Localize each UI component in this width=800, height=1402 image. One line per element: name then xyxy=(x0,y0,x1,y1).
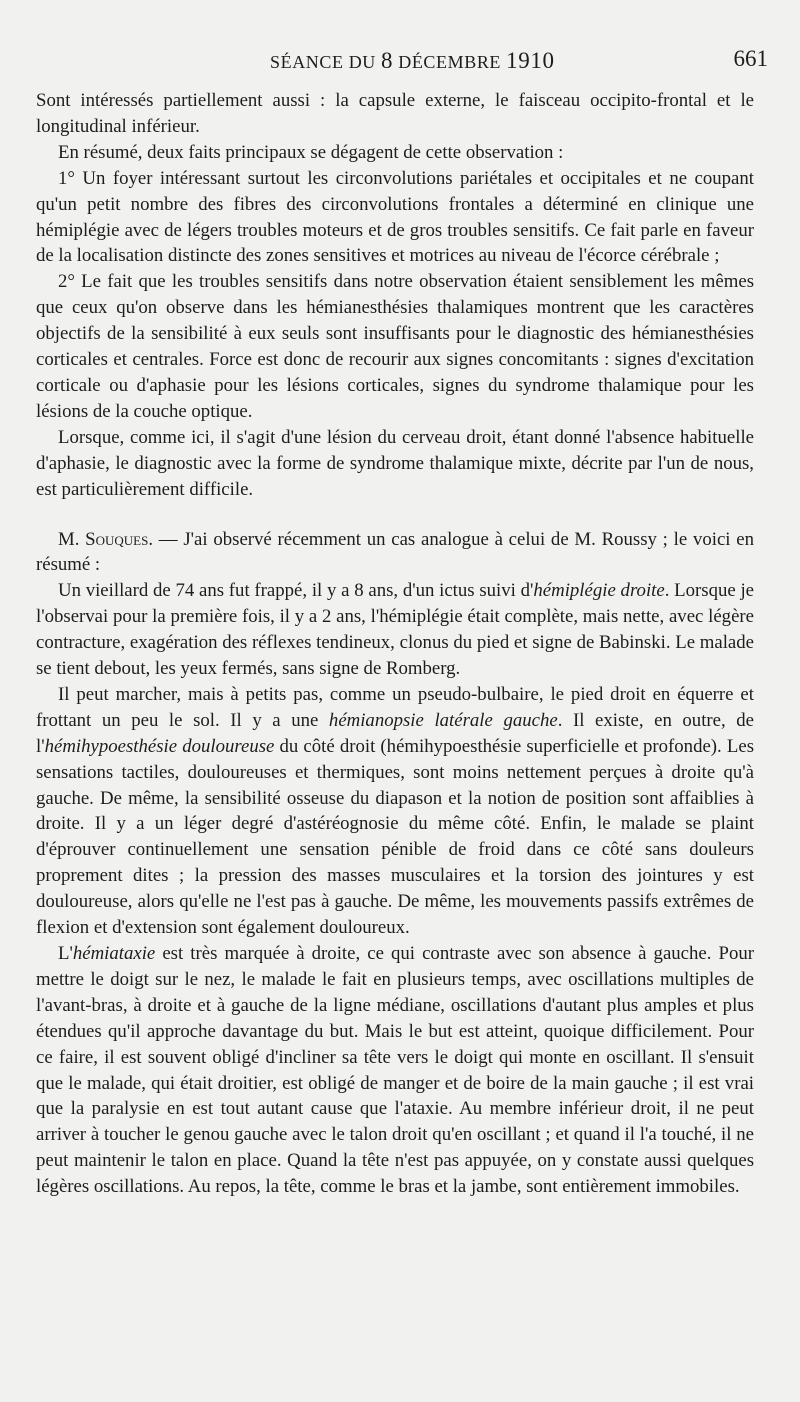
paragraph-6 xyxy=(36,527,754,579)
paragraph-9 xyxy=(36,941,754,1200)
paragraph-4: 2° Le fait que les troubles sensitifs dans notre observation étaient sensiblement les mêmes que ceux qu'on observe dans les hémianesthésies thalamiques montrent que les caractères objectifs de la sensibilité à eux seuls sont insuffisants pour le diagnostic des hémianesthésies corticales et centrales. Force est donc de recourir aux signes concomitants : signes d'excitation corticale ou d'aphasie pour les lésions corticales, signes du syndrome thalamique pour les lésions de la couche optique. xyxy=(36,271,754,422)
running-head-prefix: SÉANCE DU xyxy=(270,52,382,72)
paragraph-7-text-a: Un vieillard de 74 ans fut frappé, il y a 8 ans, d'un ictus suivi d' xyxy=(58,580,534,602)
paragraph-7 xyxy=(36,578,754,682)
speaker-name: Souques xyxy=(85,528,149,550)
body-text xyxy=(36,88,754,1200)
paragraph-3: 1° Un foyer intéressant surtout les circonvolutions pariétales et occipitales et ne coupant qu'un petit nombre des fibres des circonvolutions frontales a déterminé en clinique une hémiplégie avec de légers troubles moteurs et de gros troubles sensitifs. Ce fait parle en faveur de la localisation distincte des zones sensitives et motrices au niveau de l'écorce cérébrale ; xyxy=(36,167,754,267)
paragraph-8-text-b: . Il existe, en outre, de l' xyxy=(36,709,755,757)
running-head-month: DÉCEMBRE xyxy=(393,52,507,72)
paragraph-5: Lorsque, comme ici, il s'agit d'une lésion du cerveau droit, étant donné l'absence habituelle d'aphasie, le diagnostic avec la forme de syndrome thalamique mixte, décrite par l'un de nous, est particulièrement difficile. xyxy=(36,426,754,500)
paragraph-8 xyxy=(36,682,754,941)
speaker-prefix: M. xyxy=(58,528,86,550)
paragraph-7-text-b: . Lorsque je l'observai pour la première fois, il y a 2 ans, l'hémiplégie était complète, mais nette, avec légère contracture, exagération des réflexes tendineux, clonus du pied et signe de Babinski. Le malade se tient debout, les yeux fermés, sans signe de Romberg. xyxy=(36,580,755,680)
paragraph-1: Sont intéressés partiellement aussi : la capsule externe, le faisceau occipito-frontal et le longitudinal inférieur. xyxy=(36,90,754,137)
emphasis-hemihypoesthesie: hémihypoesthésie douloureuse xyxy=(44,735,275,757)
page-number: 661 xyxy=(733,46,768,71)
paragraph-2: En résumé, deux faits principaux se dégagent de cette observation : xyxy=(58,141,564,163)
paragraph-6-text: . — J'ai observé récemment un cas analogue à celui de M. Roussy ; le voici en résumé : xyxy=(36,528,755,576)
page-header xyxy=(30,44,768,78)
running-head-day: 8 xyxy=(381,48,394,73)
paragraph-9-text: est très marquée à droite, ce qui contraste avec son absence à gauche. Pour mettre le doigt sur le nez, le malade le fait en plusieurs temps, avec oscillations multiples de l'avant-bras, à droite et à gauche de la ligne médiane, oscillations d'autant plus amples et plus étendues qu'il approche davantage du but. Mais le but est atteint, quoique difficilement. Pour ce faire, il est souvent obligé d'incliner sa tête vers le doigt qui monte en oscillant. Il s'ensuit que le malade, qui était droitier, est obligé de manger et de boire de la main gauche ; il est vrai que la paralysie en est tout autant cause que l'ataxie. Au membre inférieur droit, il ne peut arriver à toucher le genou gauche avec le talon droit qu'en oscillant ; et quand il l'a touché, il ne peut maintenir le talon en place. Quand la tête n'est pas appuyée, on y constate aussi quelques légères oscillations. Au repos, la tête, comme le bras et la jambe, sont entièrement immobiles. xyxy=(36,943,754,1198)
emphasis-hemiplegie-droite: hémiplégie droite xyxy=(533,580,665,602)
running-head-year: 1910 xyxy=(506,48,555,73)
paragraph-8-text-a: Il peut marcher, mais à petits pas, comme un pseudo-bulbaire, le pied droit en équerre et frottant un peu le sol. Il y a une xyxy=(36,683,754,731)
emphasis-hemianopsie: hémianopsie latérale gauche xyxy=(328,709,558,731)
paragraph-9-prefix: L' xyxy=(58,943,73,964)
running-head xyxy=(270,48,555,74)
paragraph-8-text-c: du côté droit (hémihypoesthésie superficielle et profonde). Les sensations tactiles, douloureuses et thermiques, sont moins nettement perçues à droite qu'à gauche. De même, la sensibilité osseuse du diapason et la notion de position sont affaiblies à droite. Il y a un léger degré d'astéréognosie du même côté. Enfin, le malade se plaint d'éprouver continuellement une sensation pénible de froid dans ce côté sans douleurs proprement dites ; la pression des masses musculaires et la torsion des jointures y est douloureuse, alors qu'elle ne l'est pas à gauche. De même, les mouvements passifs extrêmes de flexion et d'extension sont également douloureux. xyxy=(36,735,754,939)
emphasis-hemiataxie: hémiataxie xyxy=(72,943,156,964)
